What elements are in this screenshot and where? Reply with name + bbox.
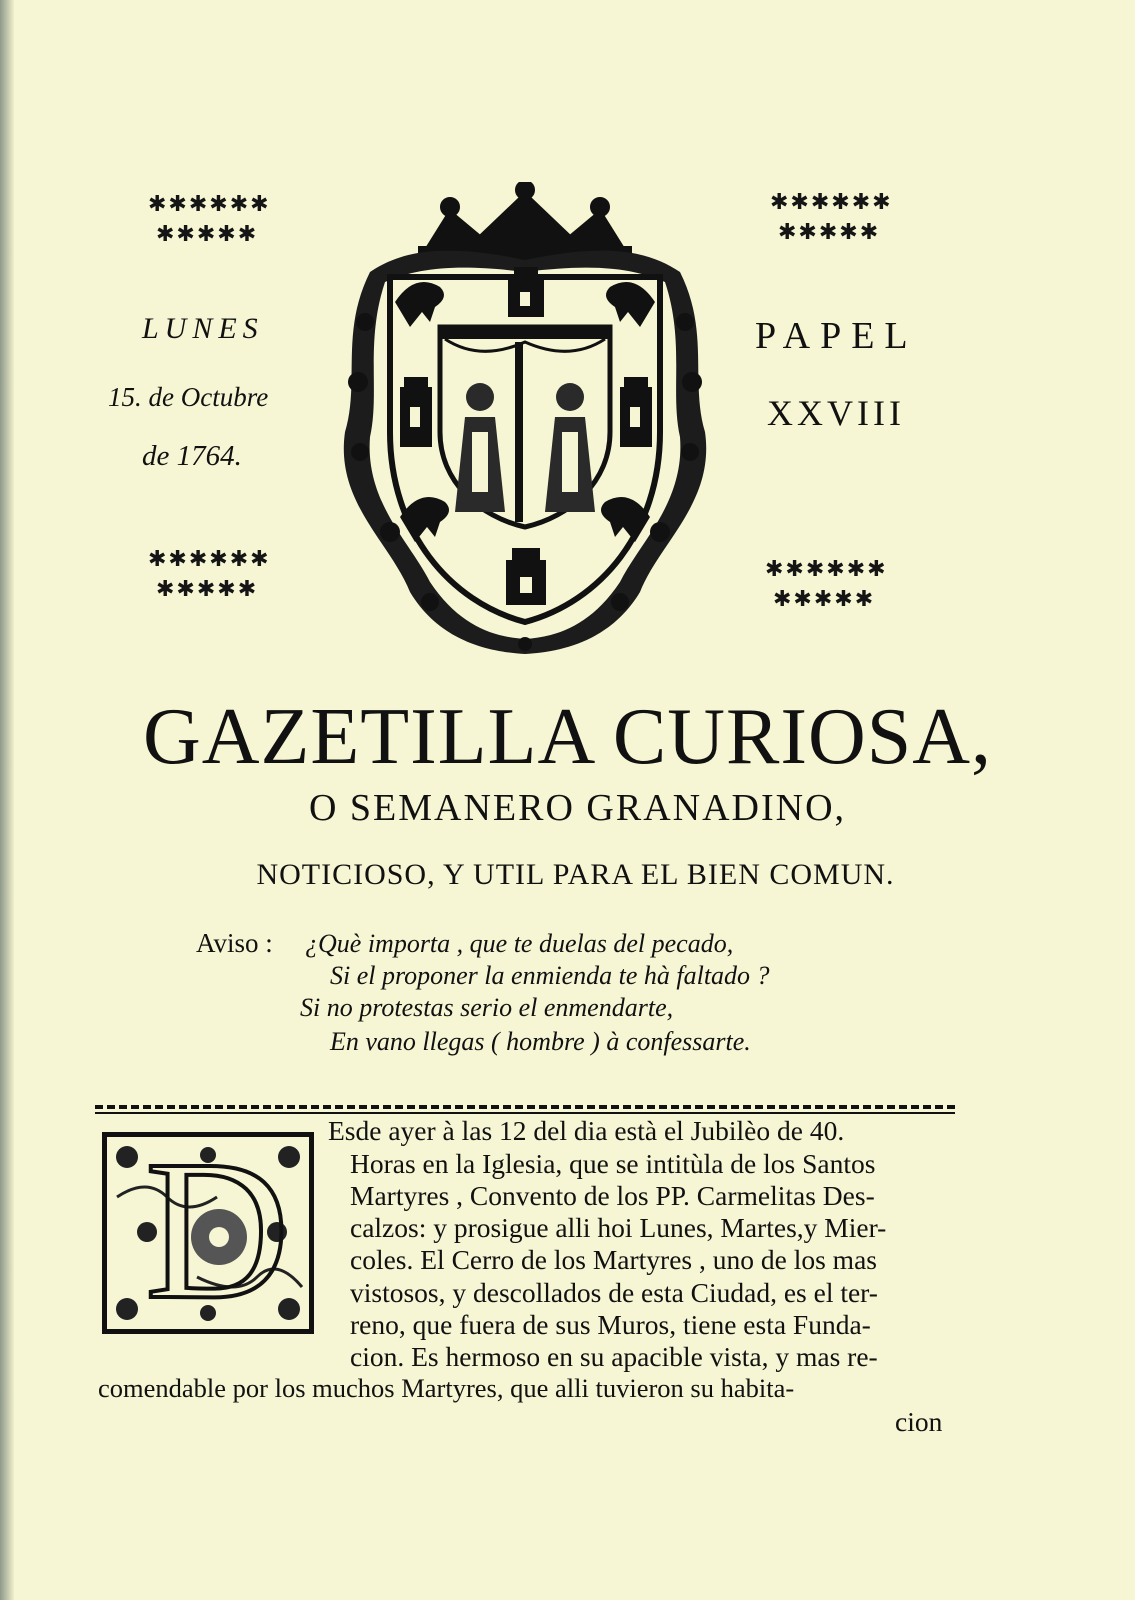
article-line: cion. Es hermoso en su apacible vista, y mas re-	[350, 1341, 878, 1372]
verse-line: Si no protestas serio el enmendarte,	[300, 993, 674, 1022]
article-line: vistosos, y descollados de esta Ciudad, es el ter-	[350, 1277, 878, 1308]
issue-year: de 1764.	[142, 440, 242, 472]
paper-label: PAPEL	[755, 315, 918, 357]
ornament-bottom-left: ✱✱✱✱✱✱ ✱✱✱✱✱	[148, 547, 271, 602]
article-line: comendable por los muchos Martyres, que alli tuvieron su habita-	[98, 1373, 795, 1403]
verse-line: Si el proponer la enmienda te hà faltado ?	[330, 961, 770, 990]
article-line: Horas en la Iglesia, que se intitùla de los Santos	[350, 1148, 876, 1179]
aviso-label: Aviso :	[196, 928, 273, 958]
initial-letter: D	[145, 1132, 290, 1334]
newspaper-title: GAZETILLA CURIOSA,	[142, 693, 993, 781]
decorated-initial-box	[102, 1132, 314, 1334]
article-catchword: cion	[895, 1406, 943, 1437]
section-divider	[95, 1105, 955, 1109]
verse-line: En vano llegas ( hombre ) à confessarte.	[330, 1027, 751, 1056]
verse-line: ¿Què importa , que te duelas del pecado,	[305, 929, 734, 958]
newspaper-tagline: NOTICIOSO, Y UTIL PARA EL BIEN COMUN.	[256, 858, 895, 891]
issue-date: 15. de Octubre	[108, 382, 269, 412]
article-line: coles. El Cerro de los Martyres , uno de los mas	[350, 1244, 877, 1275]
article-line: reno, que fuera de sus Muros, tiene esta Funda-	[350, 1309, 871, 1340]
newspaper-subtitle: O SEMANERO GRANADINO,	[308, 787, 847, 829]
ornament-top-left: ✱✱✱✱✱✱ ✱✱✱✱✱	[148, 192, 271, 247]
article-line: Esde ayer à las 12 del dia està el Jubilèo de 40.	[328, 1115, 845, 1146]
ornament-top-right: ✱✱✱✱✱✱ ✱✱✱✱✱	[770, 190, 893, 245]
granada-coat-of-arms-emblem	[330, 182, 720, 657]
article-line: calzos: y prosigue alli hoi Lunes, Martes,y Mier-	[350, 1212, 887, 1243]
ornament-bottom-right: ✱✱✱✱✱✱ ✱✱✱✱✱	[765, 557, 888, 612]
section-divider-line	[95, 1112, 955, 1114]
article-line: Martyres , Convento de los PP. Carmelitas Des-	[350, 1180, 875, 1211]
issue-day: LUNES	[142, 312, 264, 345]
paper-number: XXVIII	[767, 393, 905, 433]
